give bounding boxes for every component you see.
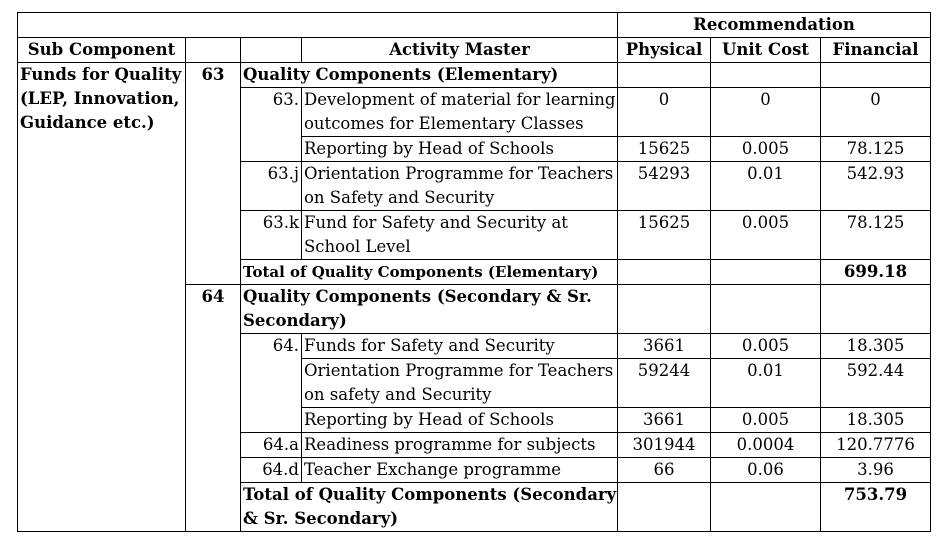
row-activity: Funds for Safety and Security: [302, 334, 618, 359]
row-physical: 15625: [618, 211, 711, 260]
section-63-financial: [821, 63, 931, 88]
section-63-total-label: Total of Quality Components (Elementary): [241, 260, 618, 285]
section-63-number: 63: [186, 63, 241, 285]
row-code: 64.d: [241, 458, 302, 483]
row-unit-cost: 0.0004: [711, 433, 821, 458]
row-financial: 120.7776: [821, 433, 931, 458]
row-activity-line2: outcomes for Elementary Classes: [304, 114, 584, 133]
row-activity: Readiness programme for subjects: [302, 433, 618, 458]
header-row-2: [18, 38, 931, 63]
row-code: 63.: [241, 88, 302, 162]
row-physical: 66: [618, 458, 711, 483]
row-activity: Teacher Exchange programme: [302, 458, 618, 483]
total-unit-cost: [711, 483, 821, 532]
row-financial: 18.305: [821, 408, 931, 433]
row-activity: [302, 88, 618, 137]
row-unit-cost: 0.005: [711, 137, 821, 162]
section-63-title-row: [18, 63, 931, 88]
section-64-total-label-line2: & Sr. Secondary): [243, 509, 399, 528]
total-physical: [618, 483, 711, 532]
total-unit-cost: [711, 260, 821, 285]
row-financial: 18.305: [821, 334, 931, 359]
row-physical: 59244: [618, 359, 711, 408]
section-63-physical: [618, 63, 711, 88]
header-physical: Physical: [618, 38, 711, 63]
section-64-total-label: [241, 483, 618, 532]
header-recommendation: Recommendation: [618, 13, 931, 38]
row-physical: 0: [618, 88, 711, 137]
row-physical: 15625: [618, 137, 711, 162]
activity-table: [17, 12, 931, 532]
section-64-title-line2: Secondary): [243, 311, 347, 330]
section-64-financial: [821, 285, 931, 334]
row-code: 64.: [241, 334, 302, 433]
sub-component-line1: Funds for Quality: [20, 65, 182, 84]
header-num-cell: [186, 38, 241, 63]
row-activity: [302, 211, 618, 260]
row-activity: [302, 359, 618, 408]
row-physical: 54293: [618, 162, 711, 211]
row-activity-line2: School Level: [304, 237, 411, 256]
row-unit-cost: 0: [711, 88, 821, 137]
header-blank-cell: [18, 13, 618, 38]
row-unit-cost: 0.01: [711, 162, 821, 211]
row-financial: 542.93: [821, 162, 931, 211]
row-activity: [302, 162, 618, 211]
header-code-cell: [241, 38, 302, 63]
header-unit-cost: Unit Cost: [711, 38, 821, 63]
row-code: 64.a: [241, 433, 302, 458]
row-activity-line1: Fund for Safety and Security at: [304, 213, 568, 232]
row-financial: 78.125: [821, 211, 931, 260]
row-code: 63.k: [241, 211, 302, 260]
total-physical: [618, 260, 711, 285]
header-financial: Financial: [821, 38, 931, 63]
header-activity-master: Activity Master: [302, 38, 618, 63]
row-activity-line1: Development of material for learning: [304, 90, 616, 109]
row-unit-cost: 0.005: [711, 211, 821, 260]
row-activity-line1: Orientation Programme for Teachers: [304, 361, 614, 380]
section-64-unit-cost: [711, 285, 821, 334]
section-64-title-line1: Quality Components (Secondary & Sr.: [243, 287, 592, 306]
row-unit-cost: 0.005: [711, 408, 821, 433]
section-63-unit-cost: [711, 63, 821, 88]
row-activity-line2: on safety and Security: [304, 385, 492, 404]
section-64-physical: [618, 285, 711, 334]
row-physical: 301944: [618, 433, 711, 458]
row-physical: 3661: [618, 408, 711, 433]
row-code: 63.j: [241, 162, 302, 211]
header-sub-component: Sub Component: [18, 38, 186, 63]
row-unit-cost: 0.06: [711, 458, 821, 483]
section-63-title: Quality Components (Elementary): [241, 63, 618, 88]
row-physical: 3661: [618, 334, 711, 359]
sub-component-cell: [18, 63, 186, 532]
row-activity-line1: Orientation Programme for Teachers: [304, 164, 614, 183]
sub-component-line3: Guidance etc.): [20, 113, 155, 132]
row-financial: 592.44: [821, 359, 931, 408]
section-64-number: 64: [186, 285, 241, 532]
section-64-total-value: 753.79: [821, 483, 931, 532]
row-financial: 3.96: [821, 458, 931, 483]
row-activity: Reporting by Head of Schools: [302, 408, 618, 433]
header-row-1: [18, 13, 931, 38]
row-financial: 0: [821, 88, 931, 137]
section-64-total-label-line1: Total of Quality Components (Secondary: [243, 485, 617, 504]
row-activity-line2: on Safety and Security: [304, 188, 495, 207]
section-64-title: [241, 285, 618, 334]
row-activity: Reporting by Head of Schools: [302, 137, 618, 162]
row-unit-cost: 0.01: [711, 359, 821, 408]
row-unit-cost: 0.005: [711, 334, 821, 359]
row-financial: 78.125: [821, 137, 931, 162]
section-63-total-value: 699.18: [821, 260, 931, 285]
sub-component-line2: (LEP, Innovation,: [20, 89, 180, 108]
